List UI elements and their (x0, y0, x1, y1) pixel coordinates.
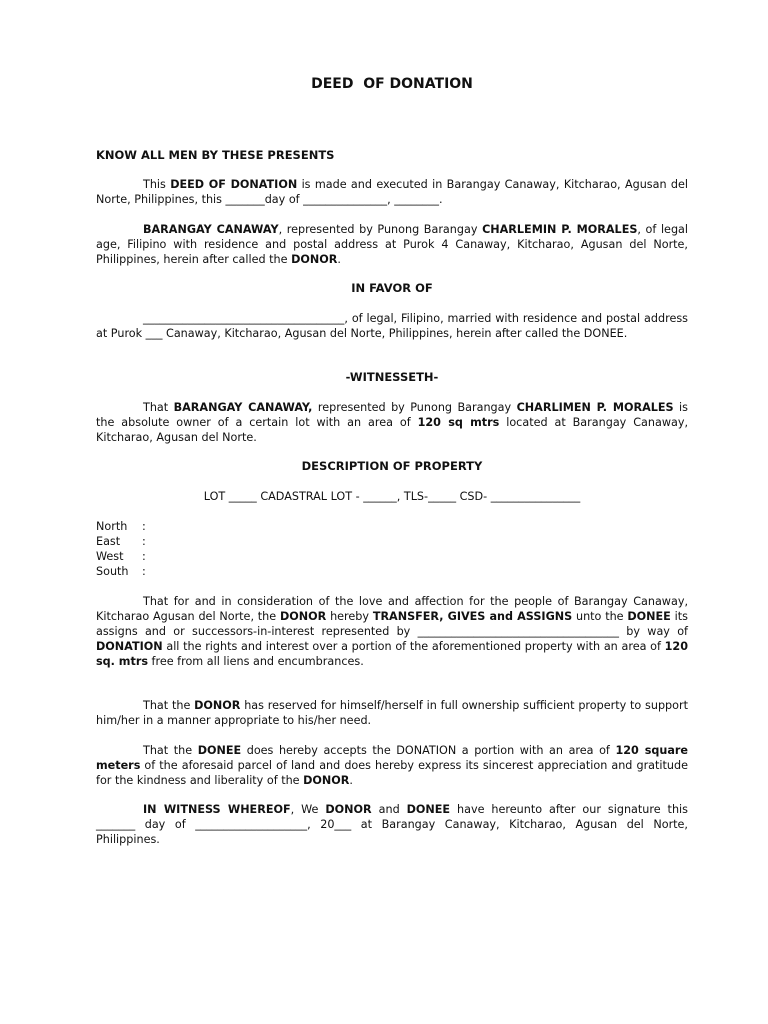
boundary-direction: North (96, 520, 128, 533)
bold-text: DONOR (325, 803, 372, 816)
paragraph-text: That (143, 401, 174, 414)
bold-text: 120 sq mtrs (417, 416, 500, 429)
paragraph-text: all the rights and interest over a portion of the aforementioned property with an area of (162, 640, 665, 653)
boundary-colon: : (142, 535, 146, 548)
bold-text: CHARLEMIN P. MORALES (482, 223, 638, 236)
bold-text: DONEE (197, 744, 242, 757)
paragraph-text: . (349, 774, 353, 787)
bold-text: CHARLIMEN P. MORALES (516, 401, 674, 414)
lot-line: LOT _____ CADASTRAL LOT - ______, TLS-_____ CSD- ________________ (203, 490, 581, 503)
bold-text: TRANSFER, GIVES and ASSIGNS (372, 610, 573, 623)
donee-paragraph (96, 311, 688, 341)
bold-text: DONOR (291, 253, 338, 266)
paragraph-text: , We (290, 803, 326, 816)
description-heading: DESCRIPTION OF PROPERTY (301, 459, 483, 473)
paragraph-text: . (337, 253, 341, 266)
paragraph-text: located at Barangay Canaway, Kitcharao, Agusan del Norte. (96, 416, 689, 444)
boundary-colon: : (142, 565, 146, 578)
paragraph-text: have hereunto after our signature this _______ day of ____________________, 20___ at Barangay Canaway, Kitcharao, Agusan del Norte, Philippines. (96, 803, 688, 846)
paragraph-text: is the absolute owner of a certain lot with an area of (96, 401, 688, 429)
intro-paragraph (96, 177, 688, 207)
bold-text: DONOR (279, 610, 327, 623)
bold-text: DONOR (194, 699, 241, 712)
paragraph-text: That the (143, 699, 195, 712)
bold-text: DONEE (627, 610, 671, 623)
paragraph-text: has reserved for himself/herself in full ownership sufficient property to support him/her in a manner appropriate to his/her need. (96, 699, 688, 727)
paragraph-text: of the aforesaid parcel of land and does hereby express its sincerest appreciation and gratitude for the kindness and liberality of the (96, 759, 688, 787)
paragraph-text: and (371, 803, 407, 816)
transfer-paragraph (96, 594, 688, 669)
boundary-direction: East (96, 535, 121, 548)
boundary-colon: : (142, 520, 146, 533)
bold-text: DONOR (303, 774, 350, 787)
boundary-row (96, 564, 688, 579)
owner-paragraph (96, 400, 688, 445)
boundary-row (96, 549, 688, 564)
paragraph-text: represented by Punong Barangay (312, 401, 517, 414)
witnesseth-heading: -WITNESSETH- (345, 370, 439, 384)
paragraph-text: That the (143, 744, 198, 757)
boundary-direction: West (96, 550, 124, 563)
bold-text: IN WITNESS WHEREOF (143, 803, 291, 816)
bold-text: BARANGAY CANAWAY, (173, 401, 313, 414)
boundary-row (96, 534, 688, 549)
bold-text: 120 square meters (96, 744, 689, 772)
paragraph-text: its assigns and or successors-in-interest represented by ____________________________________ by way of (96, 610, 688, 638)
bold-text: DONEE (406, 803, 451, 816)
donor-paragraph (96, 222, 688, 267)
paragraph-text: , represented by Punong Barangay (278, 223, 483, 236)
document-title: DEED OF DONATION (311, 76, 473, 92)
bold-text: BARANGAY CANAWAY (143, 223, 279, 236)
acceptance-paragraph (96, 743, 688, 788)
bold-text: DEED OF DONATION (170, 178, 298, 191)
bold-text: DONATION (96, 640, 163, 653)
reserved-paragraph (96, 698, 688, 728)
know-all-heading: KNOW ALL MEN BY THESE PRESENTS (96, 148, 335, 162)
in-favor-of-heading: IN FAVOR OF (351, 281, 433, 295)
paragraph-text: That for and in consideration of the love and affection for the people of Barangay Canaway, Kitcharao Agusan del Norte, the (96, 595, 688, 623)
paragraph-text: does hereby accepts the DONATION a portion with an area of (241, 744, 616, 757)
boundaries-list (96, 519, 688, 579)
paragraph-text: , of legal age, Filipino with residence and postal address at Purok 4 Canaway, Kitcharao, Agusan del Norte, Philippines, herein after called the (96, 223, 689, 266)
paragraph-text: ____________________________________, of legal, Filipino, married with residence and postal address at Purok ___ Canaway, Kitcharao, Agusan del Norte, Philippines, herein after called the DONEE. (96, 312, 688, 340)
boundary-row (96, 519, 688, 534)
paragraph-text: is made and executed in Barangay Canaway, Kitcharao, Agusan del Norte, Philippines, this _______day of _______________, ________. (96, 178, 689, 206)
witness-whereof-paragraph (96, 802, 688, 847)
paragraph-text: free from all liens and encumbrances. (148, 655, 364, 668)
bold-text: 120 sq. mtrs (96, 640, 688, 668)
paragraph-text: hereby (326, 610, 373, 623)
paragraph-text: This (143, 178, 171, 191)
boundary-colon: : (142, 550, 146, 563)
boundary-direction: South (96, 565, 129, 578)
paragraph-text: unto the (572, 610, 628, 623)
